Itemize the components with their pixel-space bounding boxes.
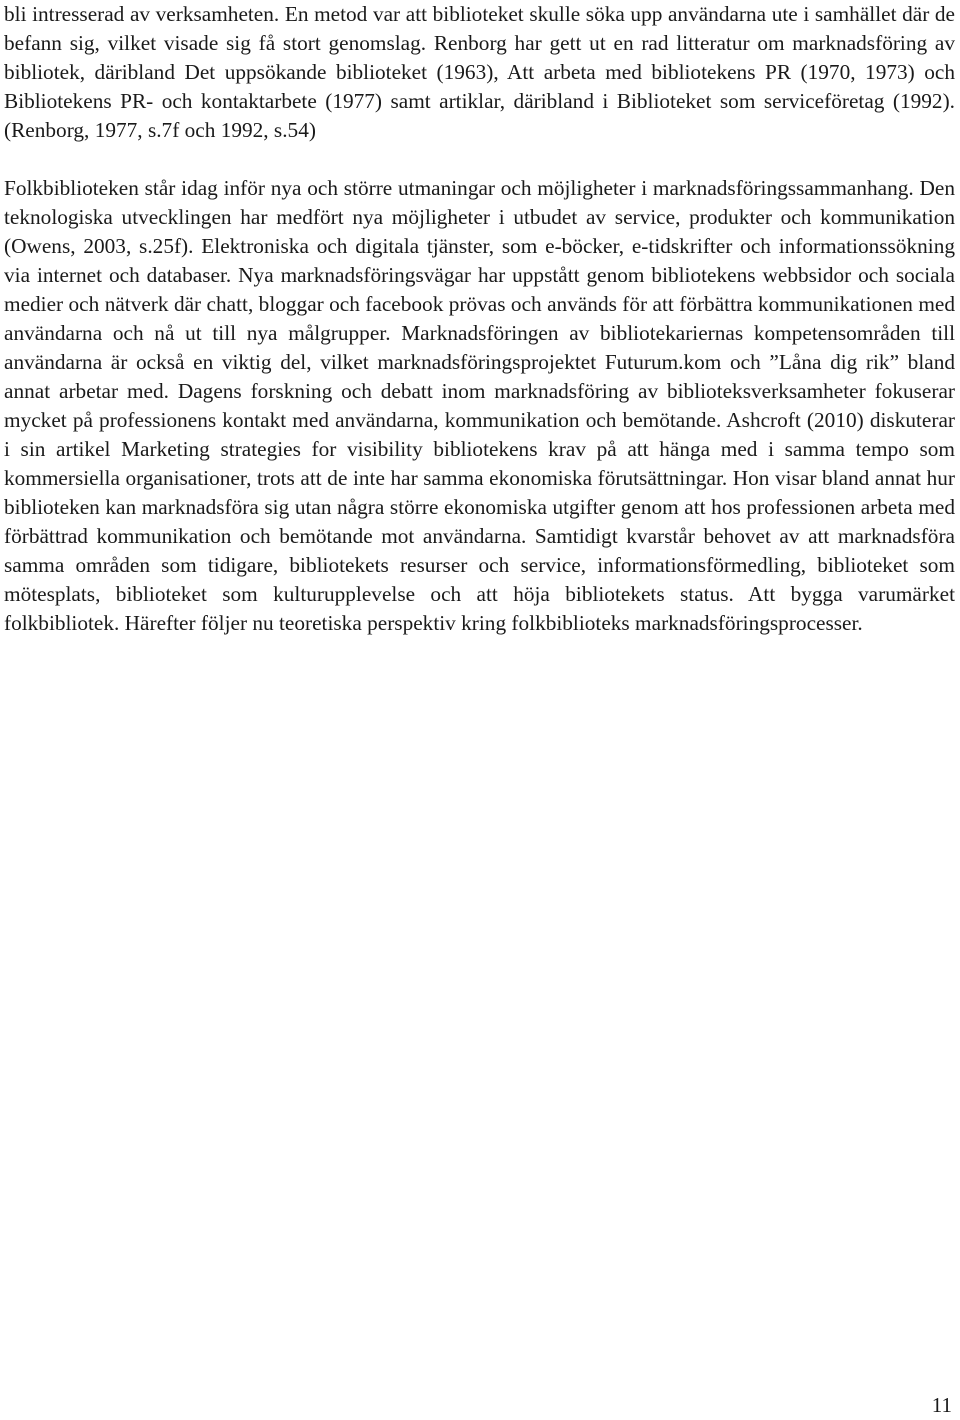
body-paragraph-1: bli intresserad av verksamheten. En metod var att biblioteket skulle söka upp användarna ute i samhället där de befann sig, vilket visade sig få stort genomslag. Renborg har gett ut en rad litteratur om marknadsföring av bibliotek, däribland Det uppsökande biblioteket (1963), Att arbeta med bibliotekens PR (1970, 1973) och Bibliotekens PR- och kontaktarbete (1977) samt artiklar, däribland i Biblioteket som serviceföretag (1992). (Renborg, 1977, s.7f och 1992, s.54): [4, 2, 955, 142]
page-number: 11: [931, 1393, 952, 1417]
document-page: [4, 0, 955, 638]
body-paragraph-2: Folkbiblioteken står idag inför nya och större utmaningar och möjligheter i marknadsföringssammanhang. Den teknologiska utvecklingen har medfört nya möjligheter i utbudet av service, produkter och kommunikation (Owens, 2003, s.25f). Elektroniska och digitala tjänster, som e-böcker, e-tidskrifter och informationssökning via internet och databaser. Nya marknadsföringsvägar har uppstått genom bibliotekens webbsidor och sociala medier och nätverk där chatt, bloggar och facebook prövas och används för att förbättra kommunikationen med användarna och nå ut till nya målgrupper. Marknadsföringen av bibliotekariernas kompetensområden till användarna är också en viktig del, vilket marknadsföringsprojektet Futurum.kom och ”Låna dig rik” bland annat arbetar med. Dagens forskning och debatt inom marknadsföring av biblioteksverksamheter fokuserar mycket på professionens kontakt med användarna, kommunikation och bemötande. Ashcroft (2010) diskuterar i sin artikel Marketing strategies for visibility bibliotekens krav på att hänga med i samma tempo som kommersiella organisationer, trots att de inte har samma ekonomiska förutsättningar. Hon visar bland annat hur biblioteken kan marknadsföra sig utan några större ekonomiska utgifter genom att hos professionen arbeta med förbättrad kommunikation och bemötande mot användarna. Samtidigt kvarstår behovet av att marknadsföra samma områden som tidigare, bibliotekets resurser och service, informationsförmedling, biblioteket som mötesplats, biblioteket som kulturupplevelse och att höja bibliotekets status. Att bygga varumärket folkbibliotek. Härefter följer nu teoretiska perspektiv kring folkbiblioteks marknadsföringsprocesser.: [4, 176, 955, 635]
